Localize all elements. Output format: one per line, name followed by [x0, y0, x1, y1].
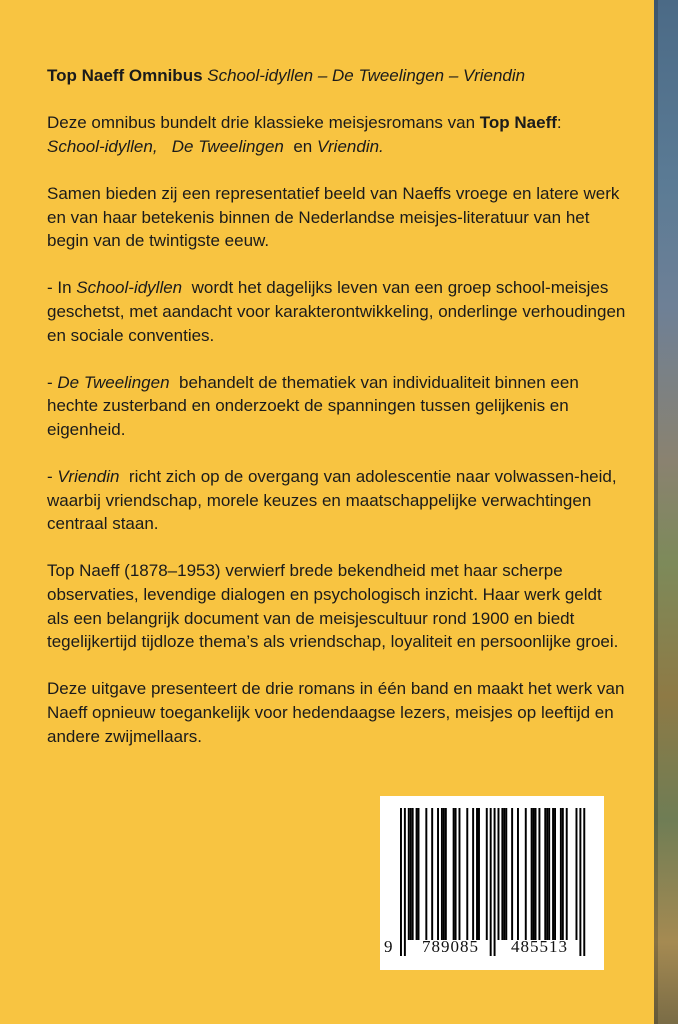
- barcode-bar: [576, 808, 578, 940]
- barcode-bar: [560, 808, 562, 940]
- title-author: Top Naeff: [47, 66, 125, 85]
- author-paragraph: Top Naeff (1878–1953) verwierf brede bekendheid met haar scherpe observaties, levendige dialogen en psychologisch inzicht. Haar werk geldt als een belangrijk document van de meisjescultuur rond 1900 en biedt tegelijkertijd tijdloze thema’s als vriendschap, loyaliteit en persoonlijke groei.: [47, 561, 619, 652]
- edition-paragraph: Deze uitgave presenteert de drie romans in één band en maakt het werk van Naeff opnieuw toegankelijk voor hedendaagse lezers, meisjes op leeftijd en andere zwijmellaars.: [47, 679, 625, 746]
- barcode-bar: [544, 808, 546, 940]
- barcode-bar: [548, 808, 550, 940]
- barcode-bar: [531, 808, 533, 940]
- isbn-barcode: [380, 796, 604, 970]
- barcode-bar: [538, 808, 540, 940]
- barcode-bar: [511, 808, 513, 940]
- barcode-bar: [478, 808, 480, 940]
- barcode-guard-bar: [583, 808, 585, 956]
- bullet-text: richt zich op de overgang van adolescentie naar volwassen-heid, waarbij vriendschap, morele keuzes en maatschappelijke verwachtingen centraal staan.: [47, 467, 617, 534]
- intro-work-1: School-idyllen,: [47, 136, 158, 156]
- barcode-bar: [410, 808, 412, 940]
- barcode-bar: [459, 808, 461, 940]
- bullet-de-tweelingen: [47, 371, 627, 442]
- barcode-bar: [441, 808, 443, 940]
- barcode-bar: [418, 808, 420, 940]
- bullet-text: wordt het dagelijks leven van een groep school-meisjes geschetst, met aandacht voor karakterontwikkeling, onderlinge verhoudingen en sociale conventies.: [47, 278, 626, 345]
- bullet-vriendin: [47, 465, 627, 536]
- barcode-bar: [453, 808, 455, 940]
- intro-work-3: Vriendin.: [316, 136, 384, 156]
- barcode-bar: [517, 808, 519, 940]
- barcode-left-digits: 789085: [422, 937, 479, 956]
- bullet-prefix: - In: [47, 278, 77, 298]
- barcode-guard-bar: [400, 808, 402, 956]
- barcode-bar: [437, 808, 439, 940]
- bullet-school-idyllen: [47, 276, 627, 347]
- barcode-bar: [443, 808, 445, 940]
- barcode-guard-bar: [494, 808, 496, 956]
- barcode-bar: [554, 808, 556, 940]
- bullet-title: Vriendin: [57, 467, 120, 487]
- cover-artwork-edge: [654, 0, 678, 1024]
- barcode-bar: [472, 808, 474, 940]
- barcode-guard-bar: [490, 808, 492, 956]
- barcode-bar: [412, 808, 414, 940]
- title-series: Omnibus: [128, 66, 203, 85]
- barcode-bar: [505, 808, 507, 940]
- intro-and: en: [293, 136, 313, 156]
- barcode-bar: [562, 808, 564, 940]
- barcode-bar: [533, 808, 535, 940]
- intro-text: Deze omnibus bundelt drie klassieke meisjesromans van: [47, 113, 480, 133]
- bullet-prefix: -: [47, 372, 58, 392]
- title-line: [47, 64, 627, 88]
- barcode-bar: [546, 808, 548, 940]
- barcode-bars: [380, 796, 604, 970]
- barcode-bar: [466, 808, 468, 940]
- barcode-bar: [416, 808, 418, 940]
- barcode-bar: [476, 808, 478, 940]
- intro-author: Top Naeff: [479, 113, 557, 133]
- barcode-bar: [503, 808, 505, 940]
- bullet-title: School-idyllen: [76, 278, 183, 298]
- barcode-bar: [535, 808, 537, 940]
- barcode-guard-bar: [579, 808, 581, 956]
- barcode-right-digits: 485513: [511, 937, 568, 956]
- barcode-bar: [445, 808, 447, 940]
- barcode-bar: [552, 808, 554, 940]
- barcode-lead-digit: 9: [384, 937, 393, 956]
- back-cover-text: [47, 64, 627, 772]
- barcode-bar: [431, 808, 433, 940]
- bullet-title: De Tweelingen: [57, 372, 170, 392]
- barcode-bar: [455, 808, 457, 940]
- intro-work-2: De Tweelingen: [171, 136, 284, 156]
- barcode-bar: [498, 808, 500, 940]
- title-works: School-idyllen – De Tweelingen – Vriendin: [207, 66, 526, 85]
- barcode-guard-bar: [404, 808, 406, 956]
- overview-paragraph: Samen bieden zij een representatief beeld van Naeffs vroege en latere werk en van haar betekenis binnen de Nederlandse meisjes-literatuur van het begin van de twintigste eeuw.: [47, 183, 620, 251]
- barcode-bar: [566, 808, 568, 940]
- barcode-bar: [408, 808, 410, 940]
- barcode-bar: [425, 808, 427, 940]
- bullet-text: behandelt de thematiek van individualiteit binnen een hechte zusterband en onderzoekt de spanningen tussen gelijkenis en eigenheid.: [47, 372, 579, 439]
- barcode-bar: [486, 808, 488, 940]
- barcode-bar: [525, 808, 527, 940]
- intro-colon: :: [556, 113, 562, 133]
- barcode-bar: [501, 808, 503, 940]
- bullet-prefix: -: [47, 467, 58, 487]
- intro-paragraph: [47, 111, 627, 158]
